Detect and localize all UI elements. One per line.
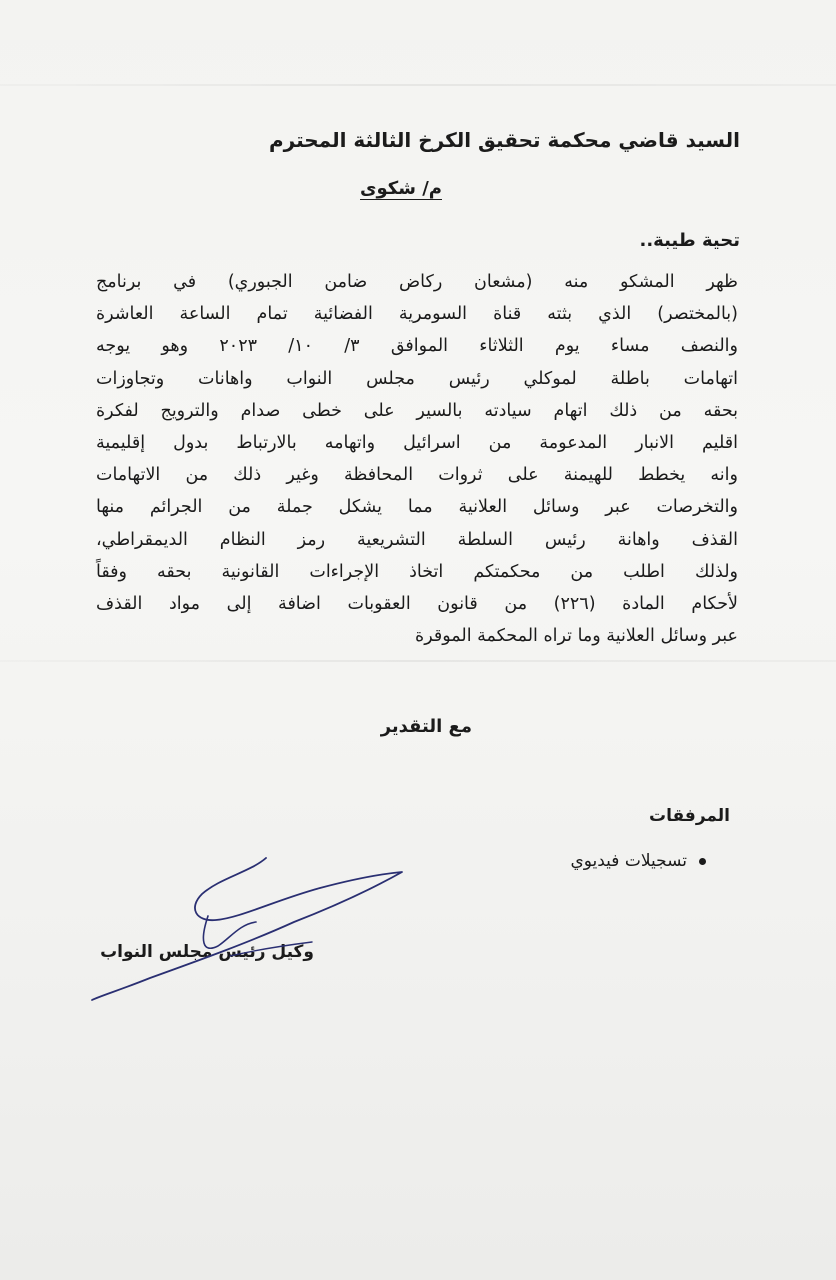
body-line: (بالمختصر) الذي بثته قناة السومرية الفضائية تمام الساعة العاشرة <box>96 304 738 325</box>
attachments-list <box>570 851 706 871</box>
body-line: عبر وسائل العلانية وما تراه المحكمة الموقرة <box>415 626 738 647</box>
subject-line: م/ شكوى <box>360 178 442 199</box>
body-line: والنصف مساء يوم الثلاثاء الموافق ٣/ ١٠/ ٢٠٢٣ وهو يوجه <box>96 336 738 357</box>
body-line: القذف واهانة رئيس السلطة التشريعية رمز النظام الديمقراطي، <box>96 529 738 550</box>
body-line: ظهر المشكو منه (مشعان ركاض ضامن الجبوري) في برنامج <box>96 272 738 292</box>
body-line: اتهامات باطلة لموكلي رئيس مجلس النواب واهانات وتجاوزات <box>96 368 738 389</box>
letter-body <box>96 266 738 652</box>
signatory-title: وكيل رئيس مجلس النواب <box>100 942 314 962</box>
attachments-title: المرفقات <box>648 806 730 826</box>
addressee-line: السيد قاضي محكمة تحقيق الكرخ الثالثة المحترم <box>269 128 740 152</box>
body-line: لأحكام المادة (٢٢٦) من قانون العقوبات اضافة إلى مواد القذف <box>96 593 739 614</box>
attachment-item <box>570 851 706 871</box>
signature-icon <box>80 850 420 1010</box>
body-line: والتخرصات عبر وسائل العلانية مما يشكل جملة من الجرائم منها <box>96 497 738 518</box>
bullet-icon <box>699 858 706 865</box>
body-line: بحقه من ذلك اتهام سيادته بالسير على خطى صدام والترويج لفكرة <box>96 400 738 421</box>
attachment-label: تسجيلات فيديوي <box>570 851 687 871</box>
body-line: وانه يخطط للهيمنة على ثروات المحافظة وغير ذلك من الاتهامات <box>96 465 738 486</box>
closing-line: مع التقدير <box>380 716 472 737</box>
greeting-line: تحية طيبة.. <box>639 230 740 251</box>
body-line: ولذلك اطلب من محكمتكم اتخاذ الإجراءات القانونية بحقه وفقاً <box>96 561 738 582</box>
body-line: اقليم الانبار المدعومة من اسرائيل واتهامه بالارتباط بدول إقليمية <box>96 432 738 453</box>
